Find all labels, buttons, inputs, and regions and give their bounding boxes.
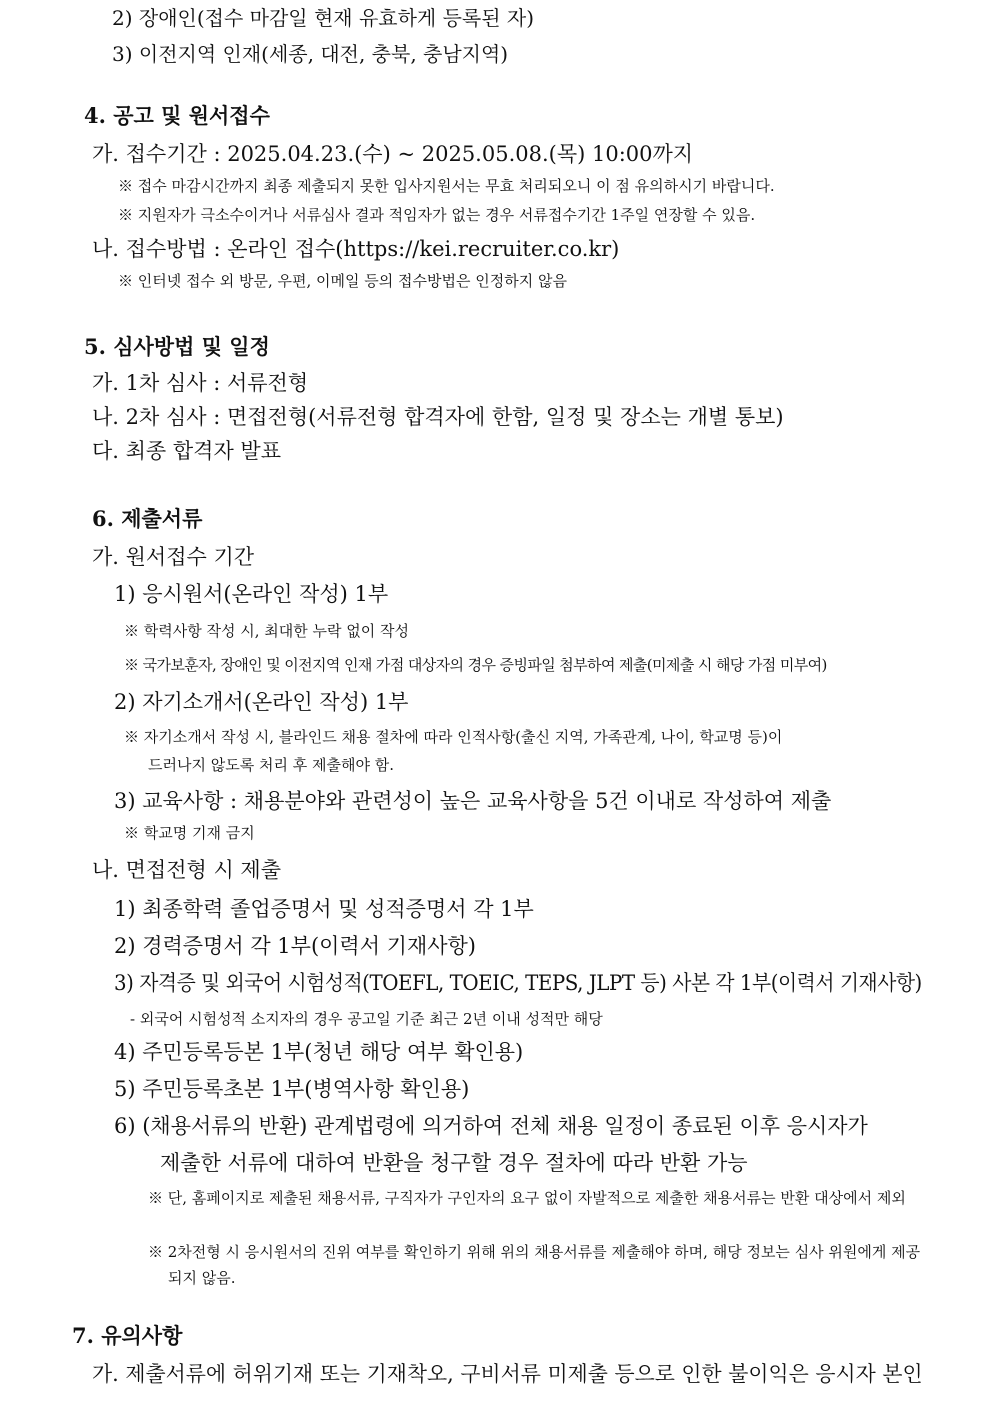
application-period-note-1: ※ 접수 마감시간까지 최종 제출되지 못한 입사지원서는 무효 처리되오니 이 점 유의하시기 바랍니다. [118, 177, 775, 195]
self-introduction-note-line-1: ※ 자기소개서 작성 시, 블라인드 채용 절차에 따라 인적사항(출신 지역, 가족관계, 나이, 학교명 등)이 [124, 728, 783, 746]
interview-doc-5: 5) 주민등록초본 1부(병역사항 확인용) [114, 1077, 470, 1101]
education-items: 3) 교육사항 : 채용분야와 관련성이 높은 교육사항을 5건 이내로 작성하여 제출 [114, 789, 832, 813]
application-form: 1) 응시원서(온라인 작성) 1부 [114, 582, 389, 606]
application-form-note-2: ※ 국가보훈자, 장애인 및 이전지역 인재 가점 대상자의 경우 증빙파일 첨부하여 제출(미제출 시 해당 가점 미부여) [124, 656, 827, 674]
interview-doc-6-line-2: 제출한 서류에 대하여 반환을 청구할 경우 절차에 따라 반환 가능 [160, 1151, 748, 1175]
section-4-title: 4. 공고 및 원서접수 [84, 103, 270, 128]
section-6-title: 6. 제출서류 [92, 506, 203, 531]
application-period-note-2: ※ 지원자가 극소수이거나 서류심사 결과 적임자가 없는 경우 서류접수기간 1주일 연장할 수 있음. [118, 206, 756, 224]
interview-doc-2: 2) 경력증명서 각 1부(이력서 기재사항) [114, 934, 477, 958]
eligibility-item-2: 2) 장애인(접수 마감일 현재 유효하게 등록된 자) [112, 6, 535, 30]
application-form-note-1: ※ 학력사항 작성 시, 최대한 누락 없이 작성 [124, 622, 409, 640]
section-7-title: 7. 유의사항 [72, 1323, 183, 1348]
interview-doc-3-note: - 외국어 시험성적 소지자의 경우 공고일 기준 최근 2년 이내 성적만 해당 [130, 1010, 603, 1028]
self-introduction: 2) 자기소개서(온라인 작성) 1부 [114, 690, 409, 714]
interview-doc-6-line-1: 6) (채용서류의 반환) 관계법령에 의거하여 전체 채용 일정이 종료된 이후 응시자가 [114, 1114, 868, 1138]
application-method-note: ※ 인터넷 접수 외 방문, 우편, 이메일 등의 접수방법은 인정하지 않음 [118, 272, 567, 290]
application-period: 가. 접수기간 : 2025.04.23.(수) ~ 2025.05.08.(목) 10:00까지 [92, 142, 694, 166]
first-screening: 가. 1차 심사 : 서류전형 [92, 371, 309, 395]
second-round-note: ※ 2차전형 시 응시원서의 진위 여부를 확인하기 위해 위의 채용서류를 제출해야 하며, 해당 정보는 심사 위원에게 제공되지 않음. [148, 1243, 921, 1287]
interview-documents: 나. 면접전형 시 제출 [92, 858, 281, 882]
section-5-title: 5. 심사방법 및 일정 [84, 334, 270, 359]
eligibility-item-3: 3) 이전지역 인재(세종, 대전, 충북, 충남지역) [112, 42, 509, 66]
documents-application-period: 가. 원서접수 기간 [92, 545, 255, 569]
interview-doc-4: 4) 주민등록등본 1부(청년 해당 여부 확인용) [114, 1040, 524, 1064]
final-announcement: 다. 최종 합격자 발표 [92, 439, 281, 463]
education-items-note: ※ 학교명 기재 금지 [124, 824, 255, 842]
cautions-item-1: 가. 제출서류에 허위기재 또는 기재착오, 구비서류 미제출 등으로 인한 불이익은 응시자 본인 [92, 1362, 923, 1386]
second-screening: 나. 2차 심사 : 면접전형(서류전형 합격자에 한함, 일정 및 장소는 개별 통보) [92, 405, 784, 429]
interview-doc-1: 1) 최종학력 졸업증명서 및 성적증명서 각 1부 [114, 897, 534, 921]
application-method: 나. 접수방법 : 온라인 접수(https://kei.recruiter.co.kr) [92, 237, 620, 261]
self-introduction-note-line-2: 드러나지 않도록 처리 후 제출해야 함. [148, 756, 394, 774]
return-exception-note: ※ 단, 홈페이지로 제출된 채용서류, 구직자가 구인자의 요구 없이 자발적으로 제출한 채용서류는 반환 대상에서 제외 [148, 1189, 906, 1207]
interview-doc-3: 3) 자격증 및 외국어 시험성적(TOEFL, TOEIC, TEPS, JLPT 등) 사본 각 1부(이력서 기재사항) [114, 971, 922, 995]
